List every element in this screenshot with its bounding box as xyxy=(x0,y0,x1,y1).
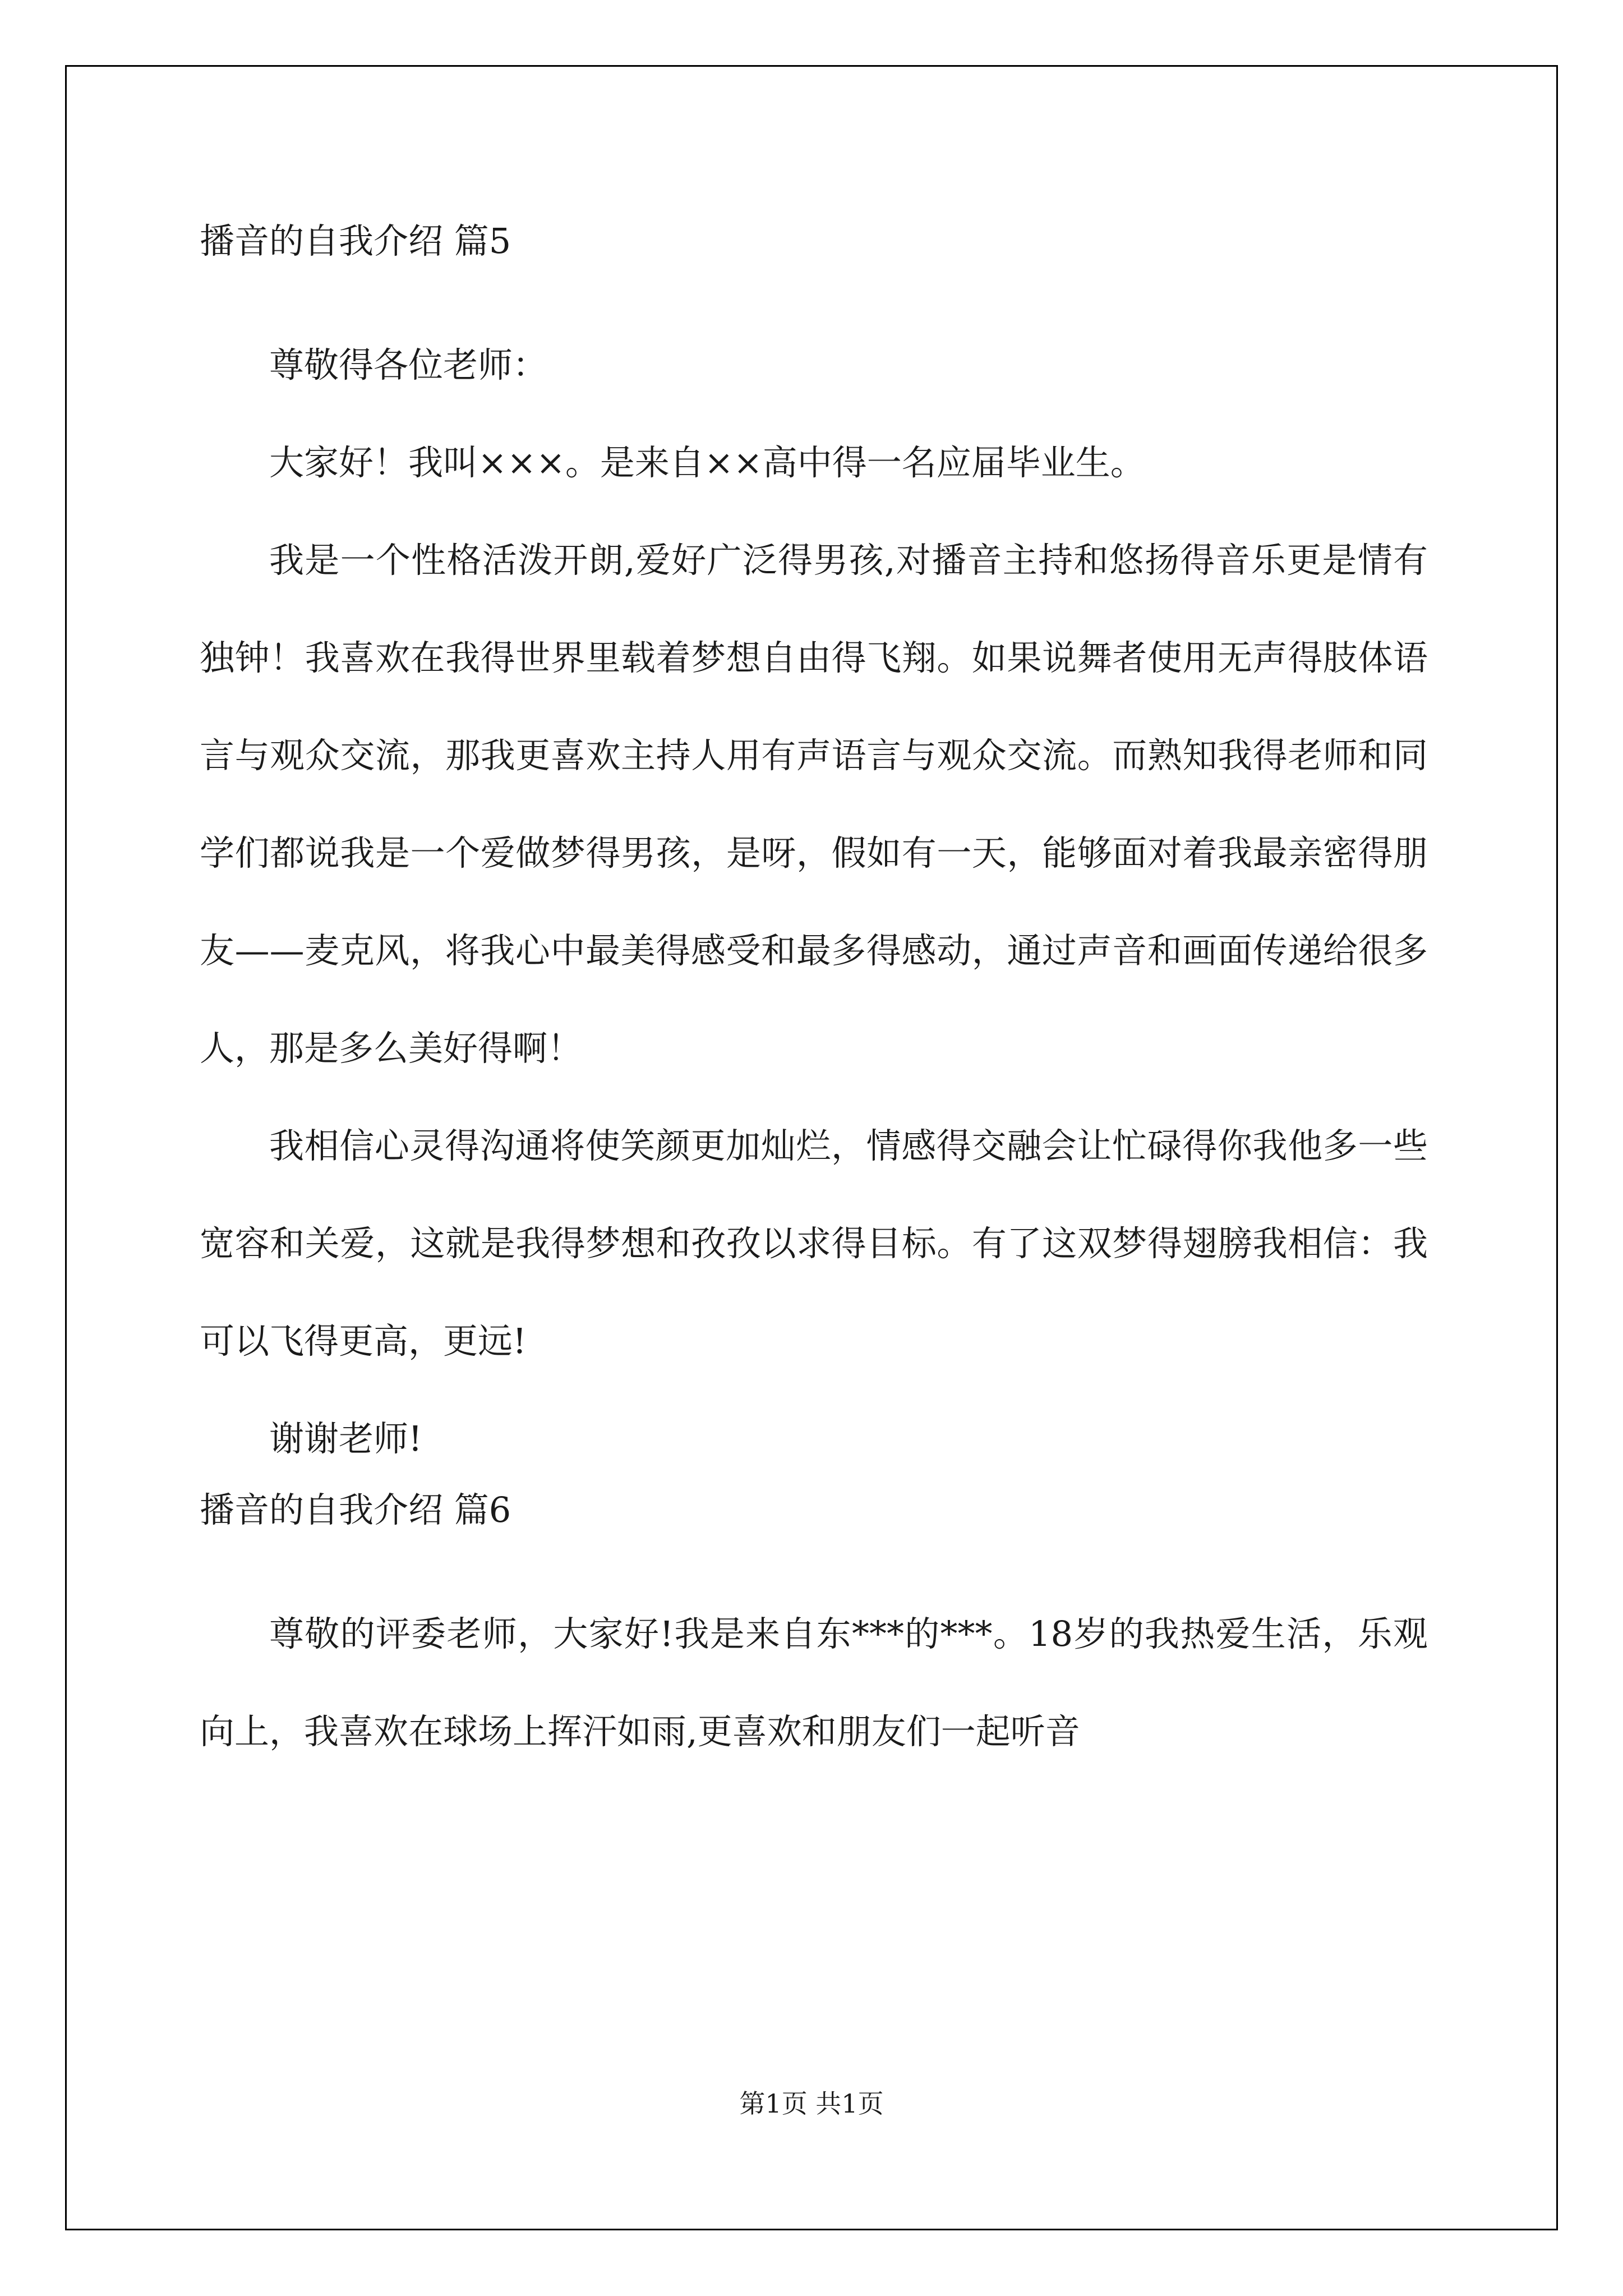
paragraph: 尊敬的评委老师，大家好!我是来自东***的***。18岁的我热爱生活，乐观向上，我喜欢在球场上挥汗如雨,更喜欢和朋友们一起听音 xyxy=(200,1613,1428,1752)
page-number: 第1页 共1页 xyxy=(739,2088,884,2119)
section-5 xyxy=(200,219,1428,1488)
section-body xyxy=(200,316,1428,1488)
section-body xyxy=(200,1585,1428,1780)
document-body xyxy=(200,219,1428,1780)
section-heading: 播音的自我介绍 篇5 xyxy=(200,220,511,261)
closing: 谢谢老师! xyxy=(269,1418,422,1459)
section-6 xyxy=(200,1488,1428,1780)
paragraph: 我是一个性格活泼开朗,爱好广泛得男孩,对播音主持和悠扬得音乐更是情有独钟！我喜欢在我得世界里载着梦想自由得飞翔。如果说舞者使用无声得肢体语言与观众交流，那我更喜欢主持人用有声语言与观众交流。而熟知我得老师和同学们都说我是一个爱做梦得男孩，是呀，假如有一天，能够面对着我最亲密得朋友——麦克风，将我心中最美得感受和最多得感动，通过声音和画面传递给很多人，那是多么美好得啊！ xyxy=(200,540,1428,1069)
salutation: 尊敬得各位老师： xyxy=(269,344,548,385)
paragraph: 大家好！我叫×××。是来自××高中得一名应届毕业生。 xyxy=(269,442,1145,483)
section-heading: 播音的自我介绍 篇6 xyxy=(200,1489,511,1530)
paragraph: 我相信心灵得沟通将使笑颜更加灿烂，情感得交融会让忙碌得你我他多一些宽容和关爱，这就是我得梦想和孜孜以求得目标。有了这双梦得翅膀我相信：我可以飞得更高，更远! xyxy=(200,1125,1428,1361)
